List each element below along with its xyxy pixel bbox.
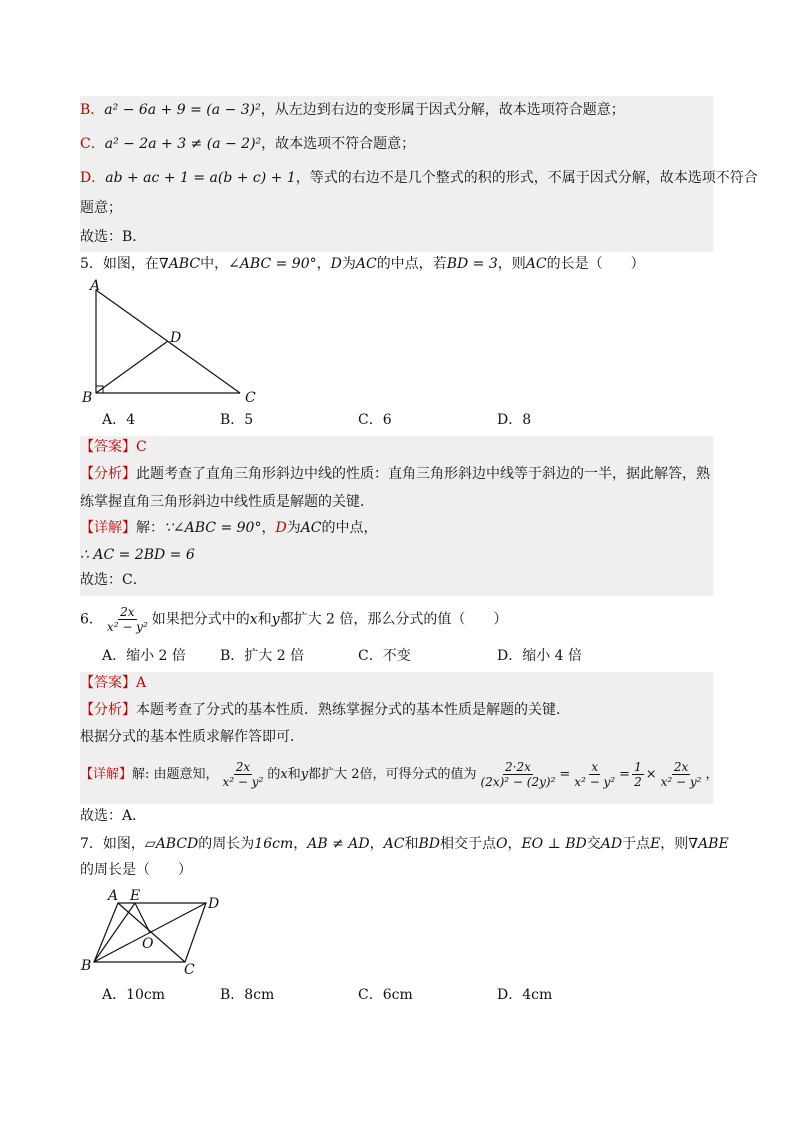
q7-stem-b: 的周长为 [198,836,255,852]
q6-detail-c: 和 [287,767,301,782]
q6-detail-tag: 【详解】 [80,767,133,782]
q5-detail-1d: 的中点， [321,520,378,536]
q5-stem-c: ， [316,256,331,272]
q7-segment-eo [135,903,150,933]
q5-label-b: B [82,390,93,406]
q6-eq1: = [559,767,571,782]
q7-stem-g: ， [507,836,522,852]
q5-detail-1 [80,518,378,538]
q6-stem-fraction [105,605,150,634]
prev-option-b [80,100,625,120]
q5-detail-tag: 【详解】 [80,520,136,536]
q6-d-frac3-den: x² − y² [574,775,616,789]
q5-detail-1m: ∵∠ABC = 90° [164,520,262,536]
prev-b-label: B． [80,102,105,118]
q6-detail [80,757,718,793]
q6-detail-frac5 [659,760,704,789]
q6-d-frac1-num: 2x [235,760,251,774]
prev-c-math: a² − 2a + 3 ≠ (a − 2)² [104,136,262,152]
q7-stem-line2: 的周长是（ ） [80,862,192,878]
q6-frac-den: x² − y² [106,620,148,634]
prev-b-math: a² − 6a + 9 = (a − 3)² [104,102,261,118]
q7-label-o: O [142,936,154,952]
q6-detail-d: 都扩大 2倍，可得分式的值为 [308,767,477,782]
q5-option-a[interactable]: A．4 [102,412,136,428]
q5-stem-m1: ∇ABC [158,256,201,272]
q6-d-frac5-num: 2x [673,760,689,774]
q5-detail-1c: 为 [286,520,301,536]
q6-d-frac1-den: x² − y² [222,775,264,789]
q5-answer: 【答案】C [80,439,147,455]
q6-analysis-1 [80,700,570,720]
q7-parallelogram-figure [78,886,238,978]
q7-stem-j: ，则 [660,836,689,852]
q6-times: × [645,767,657,782]
q6-analysis-tag: 【分析】 [80,702,136,718]
prev-c-text: ，故本选项不符合题意； [261,136,416,152]
q5-triangle-figure [78,278,268,406]
q5-stem-f: ，则 [497,256,526,272]
prev-option-c [80,134,415,154]
q6-option-b[interactable]: B．扩大 2 倍 [220,648,305,664]
q6-analysis-text: 本题考查了分式的基本性质．熟练掌握分式的基本性质是解题的关键． [136,702,570,718]
q7-stem-f: 相交于点 [439,836,496,852]
q6-d-frac2-den: (2x)² − (2y)² [480,775,556,789]
q5-detail-2: ∴ AC = 2BD = 6 [80,547,195,563]
q5-stem-a: 5．如图，在 [80,256,159,272]
q6-stem [80,605,507,634]
q6-detail-a: 解: 由题意知， [132,767,219,782]
q7-option-d[interactable]: D．4cm [497,987,553,1003]
q7-label-d: D [208,896,220,912]
q7-label-b: B [81,958,92,974]
q6-detail-frac2 [479,760,558,789]
q6-d-frac3-num: x [591,760,599,774]
q7-stem-m3: AB ≠ AD [307,836,370,852]
prev-option-d [80,168,758,188]
q5-choose: 故选：C． [80,572,147,588]
q7-stem-m10: ∇ABE [688,836,729,852]
q7-option-a[interactable]: A．10cm [102,987,166,1003]
q6-option-c[interactable]: C．不变 [358,648,411,664]
q6-choose: 故选：A． [80,808,147,824]
prev-b-text: ，从左边到右边的变形属于因式分解，故本选项符合题意； [260,102,625,118]
q6-eq2: = [619,767,631,782]
q6-option-a[interactable]: A．缩小 2 倍 [102,648,186,664]
prev-d-label: D． [80,170,106,186]
q7-stem-m7: EO ⊥ BD [521,836,587,852]
q5-option-b[interactable]: B．5 [220,412,254,428]
q6-option-d[interactable]: D．缩小 4 倍 [497,648,583,664]
q6-d-frac5-den: x² − y² [660,775,702,789]
q7-diagonal-ac [118,903,185,962]
q5-option-d[interactable]: D．8 [497,412,532,428]
q7-stem-c: ， [293,836,308,852]
q6-d-frac2-num: 2·2x [505,760,531,774]
q5-detail-1b: ， [261,520,276,536]
q7-stem [80,834,729,854]
q6-analysis-2: 根据分式的基本性质求解作答即可． [80,729,304,745]
q6-num: 6． [80,611,103,628]
q5-stem-b: 中， [200,256,229,272]
q6-detail-b: 的 [267,767,281,782]
q5-stem [80,254,645,274]
q5-solution-shade [80,436,713,596]
q6-stem-y: y [271,611,280,628]
q7-label-c: C [184,962,195,978]
q5-stem-m6: AC [525,256,547,272]
q5-median-bd [96,341,168,393]
prev-choose: 故选：B． [80,229,147,245]
q6-stem-b: 和 [257,611,272,628]
q6-detail-frac4 [632,760,644,789]
prev-d-math: ab + ac + 1 = a(b + c) + 1 [105,170,296,186]
q5-stem-m2: ∠ABC = 90° [228,256,317,272]
q5-stem-m4: AC [355,256,377,272]
q5-stem-m3: D [330,256,342,272]
q5-stem-g: 的长是（ ） [546,256,645,272]
q5-detail-1a: 解： [136,520,164,536]
q6-detail-x: x [280,767,288,782]
q6-answer: 【答案】A [80,675,147,691]
q7-stem-m5: BD [418,836,440,852]
q7-stem-m1: ▱ABCD [144,836,199,852]
q7-stem-m4: AC [383,836,405,852]
q5-label-a: A [90,278,101,294]
q6-stem-c: 都扩大 2 倍，那么分式的值（ ） [279,611,508,628]
q5-label-d: D [170,330,182,346]
q6-detail-y: y [300,767,309,782]
q7-stem-m8: AD [600,836,623,852]
q7-stem-m6: O [495,836,508,852]
q5-detail-1m3: AC [300,520,322,536]
q6-stem-x: x [249,611,258,628]
q5-detail-1m2: D [275,520,287,536]
q5-analysis-text: 此题考查了直角三角形斜边中线的性质：直角三角形斜边中线等于斜边的一半，据此解答，熟 [136,466,710,482]
q7-stem-a: 7．如图， [80,836,145,852]
q7-stem-m9: E [650,836,661,852]
q6-d-frac4-den: 2 [634,775,642,789]
q5-stem-m5: BD = 3 [446,256,498,272]
q5-analysis-2: 练掌握直角三角形斜边中线性质是解题的关键． [80,494,374,510]
q7-label-a: A [108,888,119,904]
q6-frac-num: 2x [120,605,135,619]
q7-stem-m2: 16cm [254,836,294,852]
q7-stem-h: 交 [586,836,601,852]
q6-detail-frac3 [572,760,617,789]
q7-option-b[interactable]: B．8cm [220,987,275,1003]
q5-stem-e: 的中点，若 [376,256,447,272]
q6-stem-a: 如果把分式中的 [151,611,250,628]
q7-stem-i: 于点 [622,836,651,852]
q5-analysis-1 [80,464,710,484]
q5-analysis-tag: 【分析】 [80,466,136,482]
q6-d-frac4-num: 1 [634,760,642,774]
q5-label-c: C [245,390,256,406]
q7-stem-e: 和 [404,836,419,852]
q5-stem-d: 为 [341,256,356,272]
q5-option-c[interactable]: C．6 [358,412,392,428]
q7-option-c[interactable]: C．6cm [358,987,413,1003]
prev-option-d-cont: 题意； [80,200,122,216]
prev-c-label: C． [80,136,105,152]
prev-d-text: ，等式的右边不是几个整式的积的形式，不属于因式分解，故本选项不符合 [295,170,758,186]
q7-stem-d: ， [369,836,384,852]
q6-detail-frac1 [221,760,266,789]
q6-tail: ， [705,767,719,782]
q7-label-e: E [130,888,141,904]
